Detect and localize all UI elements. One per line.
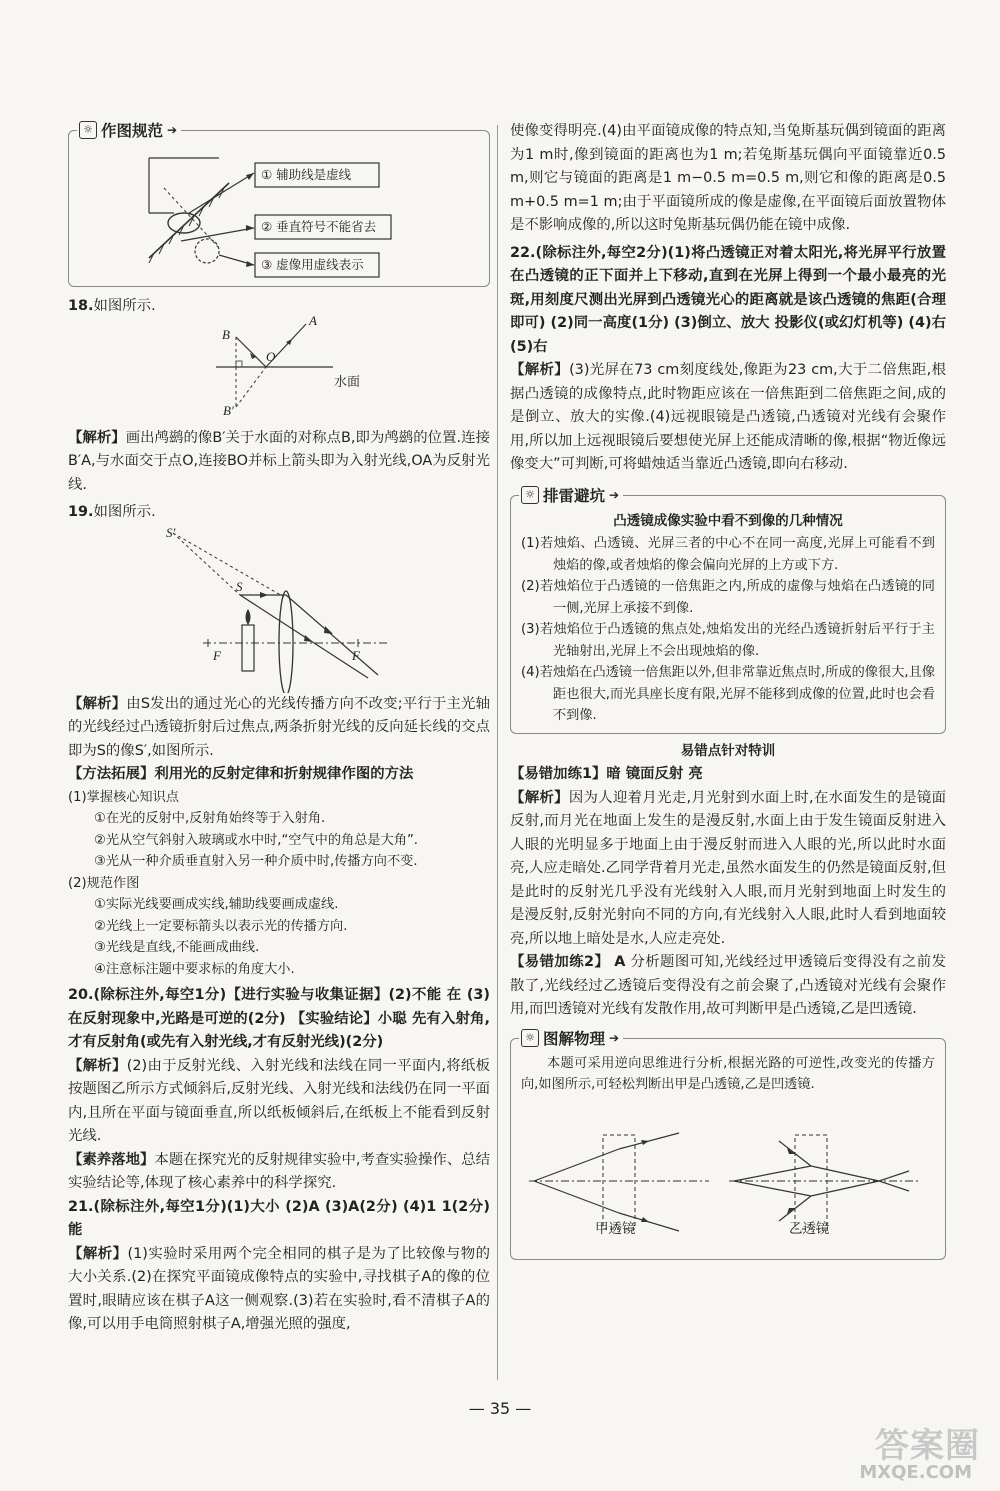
q22-answer: [510, 242, 946, 360]
paelei-title-text: 排雷避坑: [543, 486, 606, 505]
q21-jiexi-tag: 【解析】: [68, 1245, 128, 1262]
q19-label-f2: F: [352, 647, 360, 663]
q19-fangfa-tag: 【方法拓展】: [68, 766, 155, 782]
q19-label-s: S: [236, 578, 243, 594]
q20-jiexi-tag: 【解析】: [68, 1057, 127, 1074]
fangfa-item: ①实际光线要画成实线,辅助线要画成虚线.: [94, 897, 339, 912]
paelei-item: (4)若烛焰在凸透镜一倍焦距以外,但非常靠近焦点时,所成的像很大,且像距也很大,而光具座长度有限,光屏不能移到成像的位置,此时也会看不到像.: [521, 665, 935, 723]
q19-fangfa-title: 利用光的反射定律和折射规律作图的方法: [154, 766, 414, 782]
q18-label-bp: B′: [223, 402, 234, 418]
yicuo-heading: 易错点针对特训: [680, 742, 776, 759]
q22-jiexi-tag: 【解析】: [510, 362, 570, 378]
tujie-lens1-label: 甲透镜: [595, 1220, 636, 1237]
q19-svg: [68, 525, 490, 693]
yicuo-t1-jiexi: [510, 787, 946, 952]
q21-answer: [68, 1196, 490, 1243]
q19-head: [68, 501, 490, 525]
q21-cont: 使像变得明亮.(4)由平面镜成像的特点知,当兔斯基玩偶到镜面的距离为1 m时,像到镜面的距离也为1 m;若兔斯基玩偶向平面镜靠近0.5 m,则它与镜面的距离是1 m−0.5 m=0.5 m,则它和像的距离是0.5 m+0.5 m=1 m;由于平面镜所成的像是虚像,在平面镜后面放置物体是不影响成像的,所以这时兔斯基玩偶仍能在镜中成像.: [510, 123, 946, 233]
q18-num: 18.: [68, 298, 94, 314]
q20-suyang-tag: 【素养落地】: [68, 1151, 155, 1168]
q20-answer: [68, 984, 490, 1055]
fangfa-item: (2)规范作图: [68, 875, 140, 891]
q21-jiexi-text: (1)实验时采用两个完全相同的棋子是为了比较像与物的大小关系.(2)在探究平面镜成像特点的实验中,寻找棋子A的像的位置时,眼睛应该在棋子A这一侧观察.(3)若在实验时,看不清棋子A的像,可以用手电筒照射棋子A,增强光照的强度,: [68, 1245, 490, 1332]
paelei-subtitle: 凸透镜成像实验中看不到像的几种情况: [613, 512, 843, 529]
zuotu-label-3: ③ 虚像用虚线表示: [261, 257, 364, 272]
bulb-icon: ☼: [79, 121, 97, 139]
fangfa-item: ①在光的反射中,反射角始终等于入射角.: [94, 811, 326, 826]
zuotu-label-2: ② 垂直符号不能省去: [261, 219, 377, 234]
watermark-logo: 答案圈: [875, 1426, 980, 1466]
q20-jiexi-text: (2)由于反射光线、入射光线和法线在同一平面内,将纸板按题图乙所示方式倾斜后,反射光线、入射光线和法线仍在同一平面内,且所在平面与镜面垂直,所以纸板倾斜后,在纸板上不能看到反射光线.: [68, 1057, 490, 1144]
q18-jiexi-text: 画出鸬鹚的像B′关于水面的对称点B,即为鸬鹚的位置.连接B′A,与水面交于点O,连接BO并标上箭头即为入射光线,OA为反射光线.: [68, 429, 490, 493]
q18-svg: [68, 319, 490, 427]
yicuo-t1-tag: 【易错加练1】: [510, 766, 607, 782]
q18-jiexi: [68, 427, 490, 498]
yicuo-t2-answer: A: [614, 954, 626, 970]
fangfa-item: ③光线是直线,不能画成曲线.: [94, 940, 260, 955]
left-column: [68, 118, 490, 1337]
tujie-title-text: 图解物理: [543, 1029, 606, 1048]
tujie-text: 本题可采用逆向思维进行分析,根据光路的可逆性,改变光的传播方向,如图所示,可轻松判断出甲是凸透镜,乙是凹透镜.: [521, 1055, 935, 1092]
q19-figure: [68, 525, 490, 693]
q22-answer-text: (除标注外,每空2分)(1)将凸透镜正对着太阳光,将光屏平行放置在凸透镜的正下面并上下移动,直到在光屏上得到一个最小最亮的光斑,用刻度尺测出光屏到凸透镜光心的距离就是该凸透镜的焦距(合理即可) (2)同一高度(1分) (3)倒立、放大 投影仪(或幻灯机等) (4)右 (5)右: [510, 244, 946, 355]
paelei-item: (1)若烛焰、凸透镜、光屏三者的中心不在同一高度,光屏上可能看不到烛焰的像,或者烛焰的像会偏向光屏的上方或下方.: [521, 536, 935, 573]
q21-num: 21.: [68, 1198, 94, 1215]
right-column: [510, 120, 946, 1260]
q19-jiexi-tag: 【解析】: [68, 695, 127, 712]
arrow-deco-icon: ➔: [609, 1030, 618, 1045]
zuotu-label-1: ① 辅助线是虚线: [261, 167, 352, 182]
tujie-diagram: [519, 1121, 935, 1241]
q18-head-text: 如图所示.: [93, 298, 156, 314]
q21-answer-text: (除标注外,每空1分)(1)大小 (2)A (3)A(2分) (4)1 1(2分) 能: [68, 1198, 490, 1238]
q20-answer-text: (除标注外,每空1分)【进行实验与收集证据】(2)不能 在 (3)在反射现象中,光路是可逆的(2分) 【实验结论】小聪 先有入射角,才有反射角(或先有入射光线,才有反射光线)(2分): [68, 987, 490, 1050]
q21-jiexi: [68, 1243, 490, 1337]
q19-num: 19.: [68, 504, 94, 520]
q20-num: 20.: [68, 987, 94, 1003]
tujie-lens2-label: 乙透镜: [789, 1220, 830, 1237]
q19-fangfa: [68, 763, 490, 787]
zuotu-box: [68, 122, 490, 287]
q22-num: 22.: [510, 244, 536, 261]
page-number: — 35 —: [468, 1399, 532, 1418]
q20-jiexi: [68, 1055, 490, 1149]
fangfa-item: ②光从空气斜射入玻璃或水中时,“空气中的角总是大角”.: [94, 832, 418, 848]
q19-jiexi: [68, 693, 490, 764]
tujie-title: [519, 1027, 623, 1049]
fangfa-item: ②光线上一定要标箭头以表示光的传播方向.: [94, 918, 348, 934]
q18-label-o: O: [266, 348, 276, 364]
q19-label-f1: F: [213, 647, 221, 663]
arrow-deco-icon: ➔: [167, 123, 176, 137]
yicuo-t2-tag: 【易错加练2】: [510, 954, 610, 970]
bulb-icon: ☼: [521, 1029, 539, 1047]
q22-jiexi: [510, 359, 946, 477]
q18-head: [68, 295, 490, 319]
bulb-icon: ☼: [521, 486, 539, 504]
paelei-item: (3)若烛焰位于凸透镜的焦点处,烛焰发出的光经凸透镜折射后平行于主光轴射出,光屏上不会出现烛焰的像.: [521, 622, 935, 659]
zuotu-title-text: 作图规范: [101, 122, 164, 140]
q18-figure: [68, 312, 490, 427]
q19-head-text: 如图所示.: [93, 504, 156, 520]
q18-jiexi-tag: 【解析】: [68, 429, 126, 446]
q22-jiexi-text: (3)光屏在73 cm刻度线处,像距为23 cm,大于二倍焦距,根据凸透镜的成像特点,此时物距应该在一倍焦距到二倍焦距之间,成的是倒立、放大的实像.(4)远视眼镜是凸透镜,凸透镜对光线有会聚作用,所以加上远视眼镜后要想使光屏上还能成清晰的像,根据“物近像远像变大”可判断,可将蜡烛适当靠近凸透镜,即向右移动.: [510, 362, 946, 472]
fangfa-item: ④注意标注题中要求标的角度大小.: [94, 961, 295, 977]
q20-suyang: [68, 1149, 490, 1196]
q18-label-water: 水面: [334, 374, 361, 390]
paelei-box: [510, 486, 946, 734]
yicuo-t1-answer: 暗 镜面反射 亮: [606, 766, 703, 782]
q18-label-b: B: [222, 326, 230, 342]
fangfa-item: ③光从一种介质垂直射入另一种介质中时,传播方向不变.: [94, 854, 418, 869]
yicuo-t1-jiexi-tag: 【解析】: [510, 789, 569, 806]
q19-label-sp: S′: [166, 524, 176, 540]
arrow-deco-icon: ➔: [609, 487, 618, 502]
q19-jiexi-text: 由S发出的通过光心的光线传播方向不改变;平行于主光轴的光线经过凸透镜折射后过焦点,两条折射光线的反向延长线的交点即为S的像S′,如图所示.: [68, 695, 490, 759]
watermark-url: MXQE.COM: [859, 1462, 972, 1483]
q18-label-a: A: [309, 312, 317, 328]
column-divider: [497, 125, 498, 1380]
yicuo-t2: [510, 951, 946, 1022]
yicuo-t2-jiexi-text: 分析题图可知,光线经过甲透镜后变得没有之前发散了,光线经过乙透镜后变得没有之前会聚了,凸透镜对光线有会聚作用,而凹透镜对光线有发散作用,故可判断甲是凸透镜,乙是凹透镜.: [510, 954, 947, 1017]
yicuo-t1: [510, 763, 946, 787]
paelei-title: [519, 484, 623, 506]
q20-suyang-text: 本题在探究光的反射规律实验中,考查实验操作、总结实验结论等,体现了核心素养中的科学探究.: [68, 1151, 490, 1191]
tujie-box: [510, 1029, 946, 1260]
paelei-item: (2)若烛焰位于凸透镜的一倍焦距之内,所成的虚像与烛焰在凸透镜的同一侧,光屏上承接不到像.: [521, 579, 935, 616]
yicuo-t1-jiexi-text: 因为人迎着月光走,月光射到水面上时,在水面发生的是镜面反射,而月光在地面上发生的是漫反射,水面上由于发生镜面反射进入人眼的光明显多于地面上由于漫反射而进入人眼的光,所以此时水面亮,人应走暗处.乙同学背着月光走,虽然水面发生的仍然是镜面反射,但是此时的反射光几乎没有光线射入人眼,而月光射到地面上时发生的是漫反射,反射光射向不同的方向,有光线射入人眼,此时人看到地面较亮,所以地上暗处是水,人应走亮处.: [510, 789, 946, 947]
fangfa-item: (1)掌握核心知识点: [68, 789, 179, 805]
